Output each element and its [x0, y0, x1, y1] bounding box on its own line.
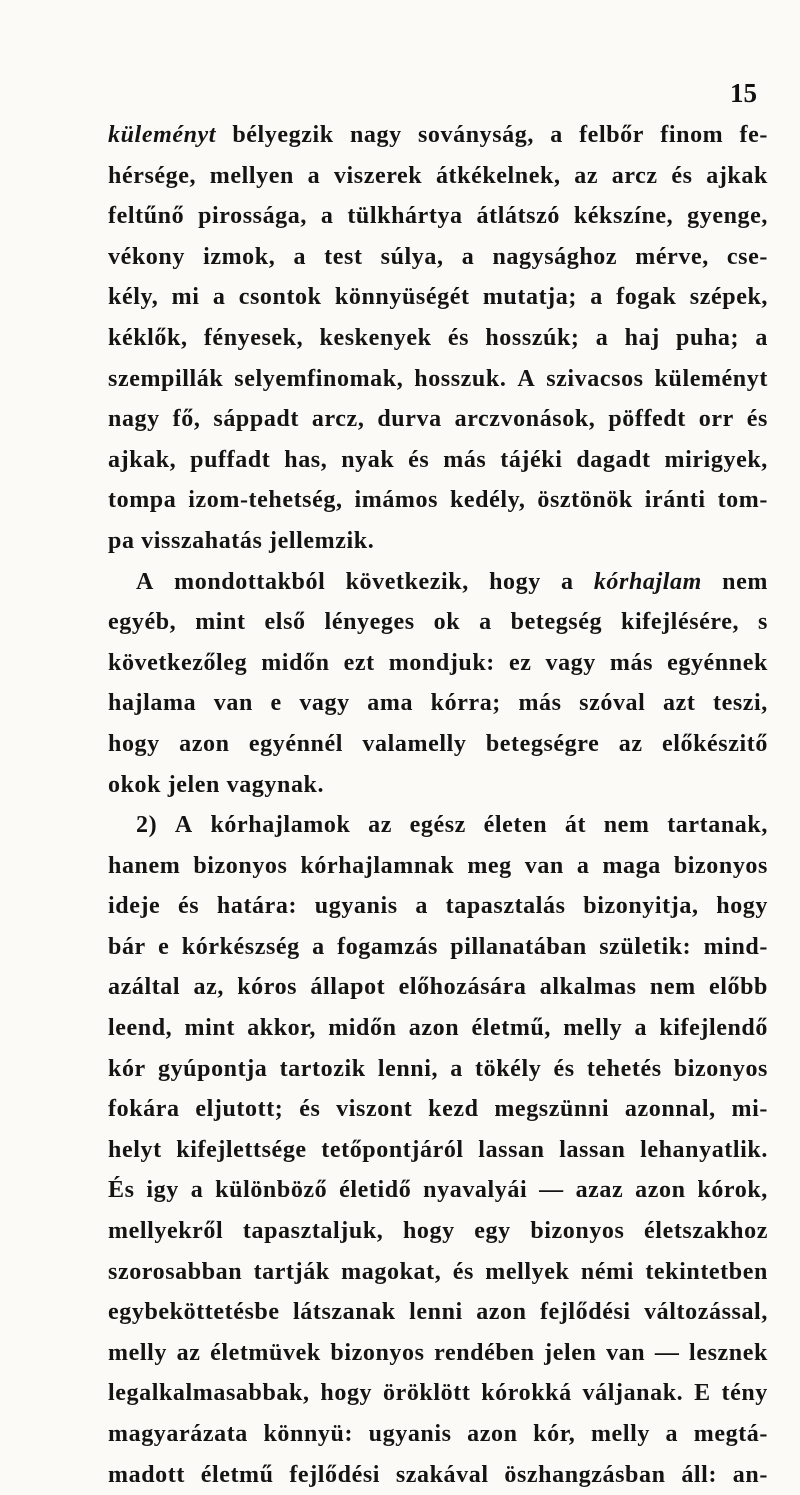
word: kórhajlamok — [210, 812, 351, 839]
word: megtá- — [693, 1421, 768, 1447]
word: más — [609, 649, 654, 676]
word: valamelly — [362, 730, 467, 757]
word: öröklött — [382, 1380, 471, 1407]
text-line — [108, 683, 768, 724]
word: tapasztalás — [445, 893, 566, 920]
word: kór — [108, 1055, 146, 1082]
word: fő, — [172, 406, 201, 433]
text-line — [108, 1455, 768, 1495]
word: nyavalyái — [423, 1177, 528, 1204]
word: tökély — [475, 1055, 542, 1082]
word: tartozik — [279, 1055, 366, 1082]
text-line — [108, 156, 768, 197]
word: tartanak, — [667, 812, 768, 839]
word: arcz — [611, 162, 658, 189]
word: egész — [409, 812, 466, 839]
word: és — [299, 1096, 321, 1123]
word: e — [158, 933, 170, 960]
word: lenni, — [377, 1055, 439, 1082]
word: fe- — [739, 122, 768, 148]
word: nagy — [108, 406, 160, 433]
text-line — [108, 724, 768, 765]
word: bélyegzik — [232, 122, 334, 148]
word: egyéb, — [108, 609, 177, 636]
word: hogy — [320, 1380, 373, 1407]
word: mérve, — [635, 243, 709, 270]
body-text — [108, 115, 768, 1495]
word: hanem — [108, 852, 181, 879]
word: életmű, — [471, 1015, 551, 1042]
word: azáltal — [108, 974, 181, 1001]
word: előbb — [708, 974, 768, 1001]
word: igy — [146, 1177, 179, 1204]
word: különböző — [215, 1177, 328, 1204]
word: bizonyitja, — [583, 893, 699, 920]
word: bizonyos — [673, 852, 768, 879]
text-line — [108, 1049, 768, 1090]
word: nem — [649, 974, 696, 1001]
text-line — [108, 277, 768, 318]
word: azt — [662, 690, 696, 717]
word: tény — [721, 1380, 768, 1407]
word: kóros — [237, 974, 298, 1001]
word: melly — [108, 1339, 167, 1366]
word: helyt — [108, 1136, 162, 1163]
word: egy — [474, 1218, 511, 1245]
text-line — [108, 1170, 768, 1211]
word: ösztönök — [537, 487, 633, 514]
word: betegség — [510, 609, 603, 636]
text-line — [108, 1008, 768, 1049]
word: viszont — [336, 1096, 413, 1123]
word: cse- — [726, 243, 768, 270]
word: kedély, — [449, 487, 526, 514]
text-line — [108, 1130, 768, 1171]
word: mi — [171, 284, 200, 311]
text-line — [108, 927, 768, 968]
word: feltűnő — [108, 203, 185, 230]
word: maga — [602, 852, 661, 879]
word: pillanatában — [450, 933, 587, 960]
word: szempillák — [108, 365, 224, 392]
word: van — [606, 1339, 646, 1366]
word: a — [312, 933, 325, 960]
word: hogy — [108, 730, 160, 757]
word: és — [746, 406, 768, 433]
word: izom-tehetség, — [188, 487, 343, 514]
word: fokára — [108, 1096, 180, 1123]
word: életmüvek — [210, 1339, 321, 1366]
word: fogak — [616, 284, 677, 311]
text-line — [108, 1373, 768, 1414]
word: szorosabban — [108, 1258, 243, 1285]
word: pöffedt — [608, 406, 686, 433]
word: felbőr — [579, 122, 645, 148]
word: melly — [563, 1015, 623, 1042]
word: mondottakból — [174, 568, 326, 595]
word: át — [564, 812, 587, 839]
text-line — [108, 1292, 768, 1333]
word: és — [178, 893, 200, 920]
word: van — [524, 852, 564, 879]
word: mint — [184, 1015, 235, 1042]
word: ok — [433, 609, 461, 636]
word: van — [213, 690, 253, 717]
word: viszerek — [333, 162, 423, 189]
text-line — [108, 1333, 768, 1374]
word: kéklők, — [108, 324, 188, 351]
word: azonnal, — [624, 1096, 716, 1123]
word: lassan — [478, 1136, 545, 1163]
word: ez — [508, 649, 532, 676]
word: meg — [467, 852, 512, 879]
text-line — [108, 643, 768, 684]
word: vékony — [108, 243, 185, 270]
word: váljanak. — [582, 1380, 684, 1407]
text-line — [108, 318, 768, 359]
word: mellyen — [209, 162, 294, 189]
page-number: 15 — [730, 78, 757, 108]
word: bizonyos — [330, 1339, 425, 1366]
word: mind- — [703, 933, 768, 960]
word: rendében — [434, 1339, 535, 1366]
word: súlya, — [380, 243, 444, 270]
word: nyak — [341, 446, 395, 473]
word: betegségre — [485, 730, 600, 757]
word: a — [212, 284, 226, 311]
word: ezt — [343, 649, 375, 676]
word: ideje — [108, 893, 161, 920]
word: mellyek — [485, 1258, 570, 1285]
word: az — [574, 162, 599, 189]
word: kórok, — [697, 1177, 768, 1204]
word: a — [293, 243, 307, 270]
text-line — [108, 886, 768, 927]
word: és — [408, 446, 430, 473]
word: átkékelnek, — [435, 162, 561, 189]
word: előhozására — [398, 974, 527, 1001]
word: soványság, — [417, 122, 534, 148]
word: azon — [476, 1299, 527, 1326]
word: tülkhártya — [347, 203, 463, 230]
word: a — [590, 284, 603, 311]
word: egyénnek — [667, 649, 768, 676]
word: midőn — [261, 649, 330, 676]
text-line — [108, 440, 768, 481]
word: a — [450, 1055, 463, 1082]
word: lényeges — [324, 609, 415, 636]
text-line — [108, 1414, 768, 1455]
word: puha; — [676, 324, 740, 351]
text-line — [108, 602, 768, 643]
word: változással, — [644, 1299, 768, 1326]
word: hogy — [716, 893, 768, 920]
word: más — [518, 690, 562, 717]
word: a — [576, 852, 590, 879]
text-line — [108, 562, 768, 603]
word: szakával — [395, 1461, 489, 1488]
word: imámos — [354, 487, 439, 514]
word: nagy — [349, 122, 402, 148]
word: az — [368, 812, 392, 839]
word: a — [479, 609, 492, 636]
word: azon — [179, 730, 230, 757]
word: ajkak — [706, 162, 768, 189]
word: határa: — [216, 893, 298, 920]
word: nem — [603, 812, 650, 839]
word: első — [264, 609, 306, 636]
word: és — [452, 1258, 474, 1285]
word: kórokká — [481, 1380, 572, 1407]
word: a — [461, 243, 475, 270]
word: az — [618, 730, 643, 757]
word: tompa — [108, 487, 177, 514]
word: életmű — [200, 1461, 274, 1488]
word: leend, — [108, 1015, 173, 1042]
word: legalkalmasabbak, — [108, 1380, 310, 1407]
word: akkor, — [247, 1015, 316, 1042]
italic-term: küleményt — [108, 122, 217, 148]
word: születik: — [599, 933, 692, 960]
word: mutatja; — [482, 284, 577, 311]
word: az, — [193, 974, 224, 1001]
word: keskenyek — [319, 324, 432, 351]
word: életszakhoz — [644, 1218, 768, 1245]
text-line — [108, 196, 768, 237]
text-segment: okok jelen vagynak. — [108, 771, 325, 798]
word: fejlődési — [539, 1299, 631, 1326]
text-line — [108, 521, 768, 562]
word: tehetés — [586, 1055, 662, 1082]
word: teszi, — [713, 690, 768, 717]
word: hajlama — [108, 690, 197, 717]
word: haj — [624, 324, 660, 351]
word: a — [755, 324, 768, 351]
word: arczvonások, — [454, 406, 596, 433]
word: ugyanis — [314, 893, 398, 920]
word: áll: — [681, 1461, 718, 1488]
word: küleményt — [654, 365, 768, 392]
word: orr — [698, 406, 734, 433]
word: iránti — [644, 487, 706, 514]
text-line — [108, 1089, 768, 1130]
word: szépek, — [689, 284, 768, 311]
text-line — [108, 1252, 768, 1293]
word: bizonyos — [673, 1055, 768, 1082]
word: kór, — [533, 1421, 576, 1447]
word: an- — [732, 1461, 768, 1488]
word: tapasztaljuk, — [242, 1218, 384, 1245]
word: életen — [483, 812, 548, 839]
word: következőleg — [108, 649, 248, 676]
word: alkalmas — [539, 974, 637, 1001]
word: hosszúk; — [485, 324, 580, 351]
text-line — [108, 480, 768, 521]
word: megszünni — [494, 1096, 610, 1123]
word: hérsége, — [108, 162, 197, 189]
word: életidő — [339, 1177, 412, 1204]
word: mint — [195, 609, 246, 636]
word: A — [174, 812, 193, 839]
word: A — [517, 365, 536, 392]
word: sáppadt — [213, 406, 299, 433]
word: kórkészség — [181, 933, 300, 960]
word: tom- — [717, 487, 768, 514]
text-line — [108, 846, 768, 887]
word: tetőpontjáról — [321, 1136, 464, 1163]
word: — — [654, 1339, 680, 1366]
word: nem — [722, 568, 768, 595]
word: És — [108, 1177, 135, 1204]
word: A — [136, 568, 154, 595]
word: midőn — [328, 1015, 397, 1042]
word: következik, — [345, 568, 469, 595]
word: tájéki — [500, 446, 563, 473]
word: kély, — [108, 284, 159, 311]
word: magyarázata — [108, 1421, 248, 1447]
text-line — [108, 237, 768, 278]
word: más — [443, 446, 487, 473]
text-line — [108, 399, 768, 440]
word: finom — [660, 122, 724, 148]
word: csontok — [238, 284, 322, 311]
word: izmok, — [203, 243, 276, 270]
word: mirigyek, — [664, 446, 768, 473]
word: arcz, — [311, 406, 365, 433]
word: hogy — [402, 1218, 455, 1245]
word: jelen — [544, 1339, 597, 1366]
word: eljutott; — [195, 1096, 284, 1123]
word: a — [665, 1421, 679, 1447]
text-line — [108, 967, 768, 1008]
word: azon — [635, 1177, 686, 1204]
word: bizonyos — [530, 1218, 625, 1245]
word: puffadt — [190, 446, 271, 473]
word: kifejlendő — [659, 1015, 768, 1042]
word: lassan — [559, 1136, 626, 1163]
word: has, — [284, 446, 328, 473]
word: mellyekről — [108, 1218, 224, 1245]
word: test — [324, 243, 363, 270]
word: E — [694, 1380, 711, 1407]
word: hogy — [489, 568, 541, 595]
word: egybeköttetésbe — [108, 1299, 280, 1326]
word: a — [550, 122, 563, 148]
word: kórra; — [430, 690, 501, 717]
italic-term: kórhajlam — [593, 568, 702, 595]
word: gyenge, — [687, 203, 768, 230]
word: madott — [108, 1461, 185, 1488]
word: tartják — [253, 1258, 330, 1285]
word: lesznek — [689, 1339, 768, 1366]
word: látszanak — [293, 1299, 396, 1326]
word: átlátszó — [476, 203, 560, 230]
word: dagadt — [576, 446, 651, 473]
word: vagy — [299, 690, 350, 717]
word: kékszíne, — [573, 203, 674, 230]
word: fogamzás — [337, 933, 438, 960]
word: a — [307, 162, 321, 189]
word: ugyanis — [368, 1421, 452, 1447]
word: hosszuk. — [414, 365, 507, 392]
word: némi — [580, 1258, 634, 1285]
word: mi- — [731, 1096, 768, 1123]
word: fejlődési — [289, 1461, 381, 1488]
word: mondjuk: — [388, 649, 495, 676]
word: nagysághoz — [492, 243, 618, 270]
text-line — [108, 765, 768, 806]
word: kezd — [428, 1096, 479, 1123]
word: magokat, — [341, 1258, 442, 1285]
word: bizonyos — [193, 852, 288, 879]
word: könnyü: — [263, 1421, 354, 1447]
word: melly — [590, 1421, 650, 1447]
word: gyúpontja — [157, 1055, 268, 1082]
word: ama — [367, 690, 414, 717]
word: bár — [108, 933, 146, 960]
word: lehanyatlik. — [640, 1136, 768, 1163]
word: a — [561, 568, 574, 595]
word: a — [320, 203, 334, 230]
text-line — [108, 115, 768, 156]
text-line — [108, 805, 768, 846]
word: selyemfinomak, — [234, 365, 404, 392]
text-line — [108, 1211, 768, 1252]
word: — — [539, 1177, 564, 1204]
word: e — [270, 690, 282, 717]
text-segment: pa visszahatás jellemzik. — [108, 527, 375, 554]
word: kórhajlamnak — [300, 852, 455, 879]
word: az — [176, 1339, 201, 1366]
word: kifejlésére, — [621, 609, 740, 636]
word: állapot — [310, 974, 386, 1001]
word: fényesek, — [203, 324, 304, 351]
word: a — [415, 893, 428, 920]
word: vagy — [545, 649, 596, 676]
word: előkészitő — [661, 730, 768, 757]
word: lenni — [409, 1299, 463, 1326]
word: egyénnél — [248, 730, 344, 757]
word: szóval — [579, 690, 646, 717]
word: öszhangzásban — [504, 1461, 666, 1488]
word: a — [634, 1015, 648, 1042]
word: tekintetben — [645, 1258, 768, 1285]
word: kifejlettsége — [176, 1136, 307, 1163]
word: pirossága, — [198, 203, 307, 230]
word: s — [758, 609, 768, 636]
word: azon — [467, 1421, 518, 1447]
word: a — [190, 1177, 204, 1204]
word: a — [595, 324, 609, 351]
word: 2) — [136, 812, 158, 839]
word: azon — [408, 1015, 460, 1042]
word: és — [671, 162, 693, 189]
word: szivacsos — [546, 365, 644, 392]
word: és — [447, 324, 470, 351]
word: durva — [377, 406, 442, 433]
text-line — [108, 359, 768, 400]
word: azaz — [575, 1177, 624, 1204]
word: könnyüségét — [334, 284, 470, 311]
word: és — [553, 1055, 575, 1082]
word: ajkak, — [108, 446, 177, 473]
